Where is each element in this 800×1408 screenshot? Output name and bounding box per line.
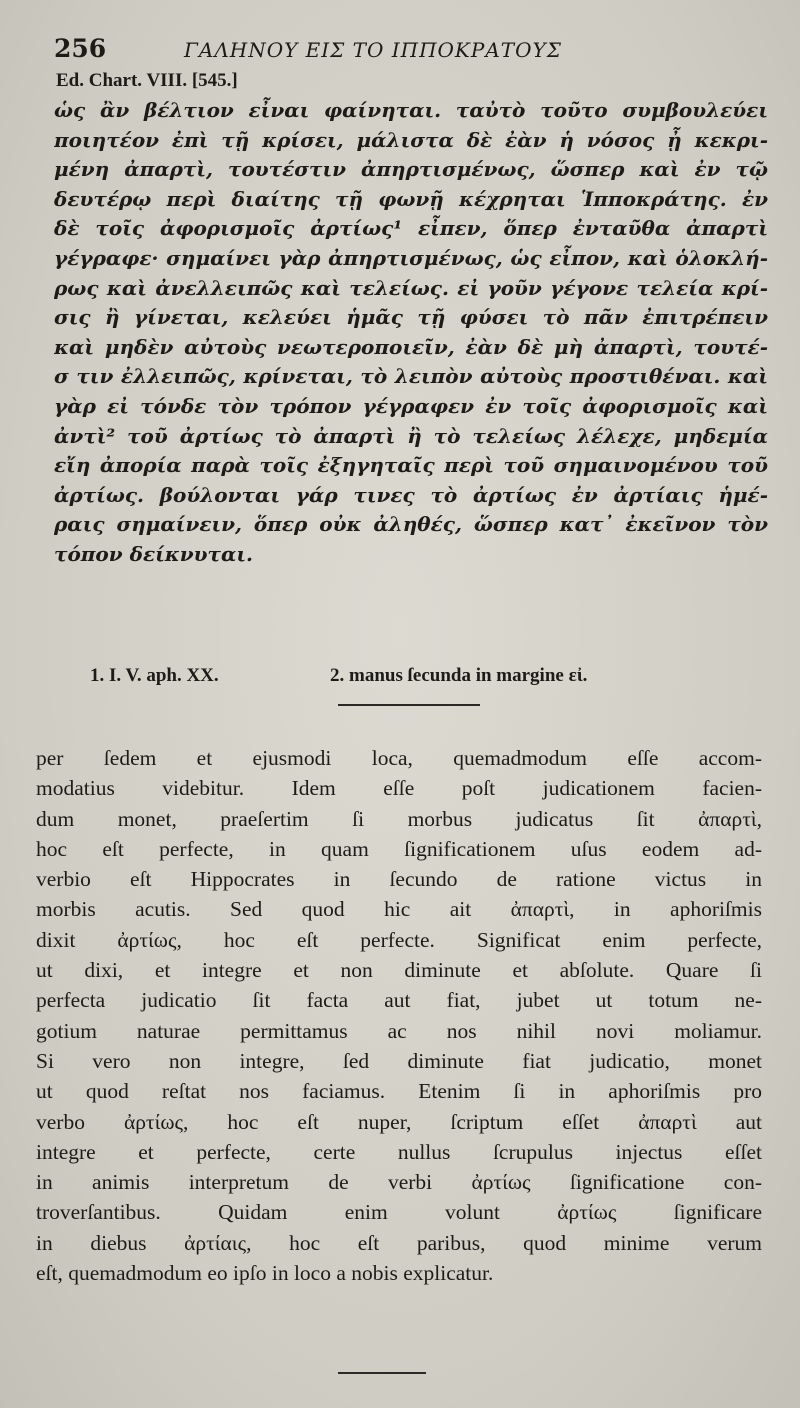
greek-line: ἀρτίως. βούλονται γάρ τινες τὸ ἀρτίως ἐν ἀρτίαις ἡμέ- [54, 482, 768, 507]
latin-line: dixit ἀρτίως, hoc eſt perfecte. Significat enim perfecte, [36, 927, 762, 952]
latin-line: in diebus ἀρτίαις, hoc eſt paribus, quod minime verum [36, 1230, 762, 1255]
separator-rule [338, 704, 480, 706]
greek-line: ποιητέον ἐπὶ τῇ κρίσει, μάλιστα δὲ ἐὰν ἡ νόσος ᾖ κεκρι- [54, 127, 768, 152]
end-rule [338, 1372, 426, 1374]
latin-line: ut dixi, et integre et non diminute et abſolute. Quare ſi [36, 958, 762, 983]
latin-line: modatius videbitur. Idem eſſe poſt judicationem facien- [36, 776, 762, 801]
latin-line: morbis acutis. Sed quod hic ait ἀπαρτὶ, in aphoriſmis [36, 897, 762, 922]
greek-line: γέγραφε· σημαίνει γὰρ ἀπηρτισμένως, ὡς εἶπον, καὶ ὁλοκλή- [54, 245, 768, 270]
latin-line: verbo ἀρτίως, hoc eſt nuper, ſcriptum eſſet ἀπαρτὶ aut [36, 1109, 762, 1134]
latin-line: gotium naturae permittamus ac nos nihil novi moliamur. [36, 1018, 762, 1043]
greek-line: ρως καὶ ἀνελλειπῶς καὶ τελείως. εἰ γοῦν γέγονε τελεία κρί- [54, 275, 768, 300]
footnote-1: 1. I. V. aph. XX. [90, 665, 219, 686]
latin-line: eſt, quemadmodum eo ipſo in loco a nobis explicatur. [36, 1261, 494, 1286]
greek-text-block [54, 96, 768, 570]
greek-line: σις ἢ γίνεται, κελεύει ἡμᾶς τῇ φύσει τὸ πᾶν ἐπιτρέπειν [54, 305, 768, 330]
greek-line: δὲ τοῖς ἀφορισμοῖς ἀρτίως¹ εἶπεν, ὅπερ ἐνταῦθα ἀπαρτὶ [54, 216, 768, 241]
greek-line: τόπον δείκνυται. [54, 541, 254, 566]
edition-reference: Ed. Chart. VIII. [545.] [56, 70, 238, 91]
latin-line: in animis interpretum de verbi ἀρτίως ſignificatione con- [36, 1170, 762, 1195]
latin-line: integre et perfecte, certe nullus ſcrupulus injectus eſſet [36, 1139, 762, 1164]
greek-line: εἴη ἀπορία παρὰ τοῖς ἐξηγηταῖς περὶ τοῦ σημαινομένου τοῦ [54, 453, 768, 478]
running-title: ΓΑΛΗΝΟΥ ΕΙΣ ΤΟ ΙΠΠΟΚΡΑΤΟΥΣ [184, 38, 562, 62]
latin-line: troverſantibus. Quidam enim volunt ἀρτίως ſignificare [36, 1200, 762, 1225]
greek-line: καὶ μηδὲν αὐτοὺς νεωτεροποιεῖν, ἐὰν δὲ μὴ ἀπαρτὶ, τουτέ- [54, 334, 768, 359]
greek-line: δευτέρῳ περὶ διαίτης τῇ φωνῇ κέχρηται Ἱπποκράτης. ἐν [54, 186, 768, 211]
greek-line: ἀντὶ² τοῦ ἀρτίως τὸ ἀπαρτὶ ἢ τὸ τελείως λέλεχε, μηδεμία [54, 423, 768, 448]
latin-line: dum monet, praeſertim ſi morbus judicatus ſit ἀπαρτὶ, [36, 806, 762, 831]
latin-text-block [36, 743, 762, 1288]
footnote-2: 2. manus ſecunda in margine εἰ. [330, 665, 588, 686]
greek-line: ὡς ἂν βέλτιον εἶναι φαίνηται. ταὐτὸ τοῦτο συμβουλεύει [54, 98, 768, 122]
page-number: 256 [54, 34, 107, 63]
greek-line: μένη ἀπαρτὶ, τουτέστιν ἀπηρτισμένως, ὥσπερ καὶ ἐν τῷ [54, 157, 768, 182]
latin-line: verbio eſt Hippocrates in ſecundo de ratione victus in [36, 867, 762, 892]
page-header [54, 34, 774, 66]
latin-line: hoc eſt perfecte, in quam ſignificationem uſus eodem ad- [36, 836, 762, 861]
latin-line: perfecta judicatio ſit facta aut fiat, jubet ut totum ne- [36, 988, 762, 1013]
latin-line: per ſedem et ejusmodi loca, quemadmodum eſſe accom- [36, 746, 762, 770]
latin-line: ut quod reſtat nos faciamus. Etenim ſi in aphoriſmis pro [36, 1079, 762, 1104]
greek-line: ραις σημαίνειν, ὅπερ οὐκ ἀληθές, ὥσπερ κατ᾽ ἐκεῖνον τὸν [54, 512, 768, 537]
greek-line: σ τιν ἐλλειπῶς, κρίνεται, τὸ λειπὸν αὐτοὺς προστιθέναι. καὶ [54, 364, 768, 389]
greek-line: γὰρ εἰ τόνδε τὸν τρόπον γέγραφεν ἐν τοῖς ἀφορισμοῖς καὶ [54, 393, 768, 418]
latin-line: Si vero non integre, ſed diminute fiat judicatio, monet [36, 1048, 762, 1073]
